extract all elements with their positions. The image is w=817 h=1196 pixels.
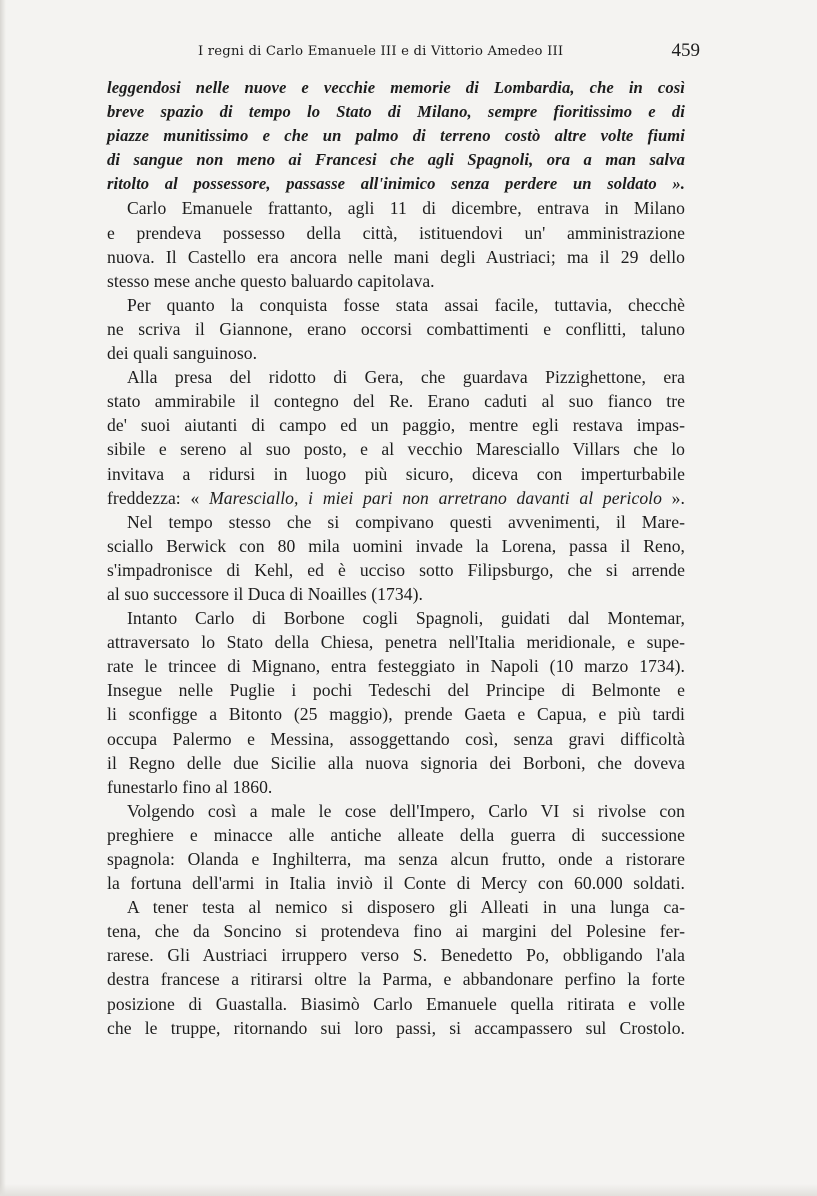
page-bottom-shadow bbox=[0, 1184, 817, 1196]
quote-line: piazze munitissimo e che un palmo di terreno costò altre volte fiumi bbox=[107, 126, 685, 146]
text-line: nuova. Il Castello era ancora nelle mani degli Austriaci; ma il 29 dello bbox=[107, 246, 685, 267]
text-line: li sconfigge a Bitonto (25 maggio), prende Gaeta e Capua, e più tardi bbox=[107, 704, 685, 725]
text-line: la fortuna dell'armi in Italia inviò il Conte di Mercy con 60.000 soldati. bbox=[107, 873, 685, 894]
text-line: Per quanto la conquista fosse stata assai facile, tuttavia, checchè bbox=[127, 294, 685, 315]
page-header bbox=[110, 40, 700, 64]
text-line: stato ammirabile il contegno del Re. Erano caduti al suo fianco tre bbox=[107, 391, 685, 412]
text-line: Alla presa del ridotto di Gera, che guardava Pizzighettone, era bbox=[127, 367, 685, 388]
paragraph bbox=[107, 799, 685, 895]
text-line: il Regno delle due Sicilie alla nuova signoria dei Borboni, che doveva bbox=[107, 752, 685, 773]
text-line: funestarlo fino al 1860. bbox=[107, 776, 273, 797]
text-line: A tener testa al nemico si disposero gli Alleati in una lunga ca- bbox=[127, 897, 685, 918]
text-line: rate le trincee di Mignano, entra festeggiato in Napoli (10 marzo 1734). bbox=[107, 656, 685, 677]
running-head: I regni di Carlo Emanuele III e di Vittorio Amedeo III bbox=[198, 44, 564, 59]
page-number: 459 bbox=[671, 40, 700, 61]
text-line: posizione di Guastalla. Biasimò Carlo Emanuele quella ritirata e volle bbox=[107, 993, 685, 1014]
quote-line: di sangue non meno ai Francesi che agli Spagnoli, ora a man salva bbox=[107, 150, 685, 170]
text-line: Carlo Emanuele frattanto, agli 11 di dicembre, entrava in Milano bbox=[127, 198, 685, 219]
quote-line: ritolto al possessore, passasse all'inimico senza perdere un soldato ». bbox=[107, 174, 685, 194]
text-line: Intanto Carlo di Borbone cogli Spagnoli, guidati dal Montemar, bbox=[127, 608, 685, 629]
quote-block bbox=[107, 76, 685, 196]
quote-open: freddezza: « bbox=[107, 487, 210, 508]
paragraph bbox=[107, 895, 685, 1040]
text-line: destra francese a ritirarsi oltre la Parma, e abbandonare perfino la forte bbox=[107, 969, 685, 990]
text-line: tena, che da Soncino si protendeva fino ai margini del Polesine fer- bbox=[107, 921, 685, 942]
paragraph bbox=[107, 196, 685, 292]
text-line: preghiere e minacce alle antiche alleate della guerra di successione bbox=[107, 824, 685, 845]
text-line: stesso mese anche questo baluardo capitolava. bbox=[107, 270, 435, 291]
paragraph bbox=[107, 510, 685, 606]
text-line: de' suoi aiutanti di campo ed un paggio, mentre egli restava impas- bbox=[107, 415, 685, 436]
text-line: invitava a ridursi in luogo più sicuro, diceva con imperturbabile bbox=[107, 463, 685, 484]
text-line: che le truppe, ritornando sui loro passi, si accampassero sul Crostolo. bbox=[107, 1017, 685, 1038]
paragraph bbox=[107, 365, 685, 510]
text-line: Insegue nelle Puglie i pochi Tedeschi del Principe di Belmonte e bbox=[107, 680, 685, 701]
text-line: al suo successore il Duca di Noailles (1734). bbox=[107, 583, 423, 604]
inline-quote: Maresciallo, i miei pari non arretrano davanti al pericolo bbox=[209, 487, 662, 508]
text-line: occupa Palermo e Messina, assoggettando così, senza gravi difficoltà bbox=[107, 728, 685, 749]
page-edge-shadow bbox=[0, 0, 6, 1196]
text-line: sibile e sereno al suo posto, e al vecchio Maresciallo Villars che lo bbox=[107, 439, 685, 460]
text-line: ne scriva il Giannone, erano occorsi combattimenti e conflitti, taluno bbox=[107, 318, 685, 339]
text-line-with-quote bbox=[107, 486, 685, 510]
text-line: dei quali sanguinoso. bbox=[107, 343, 258, 364]
paragraph bbox=[107, 293, 685, 365]
text-line: sciallo Berwick con 80 mila uomini invade la Lorena, passa il Reno, bbox=[107, 535, 685, 556]
quote-close: ». bbox=[661, 487, 685, 508]
text-line: Volgendo così a male le cose dell'Impero, Carlo VI si rivolse con bbox=[127, 800, 685, 821]
text-line: s'impadronisce di Kehl, ed è ucciso sotto Filipsburgo, che si arrende bbox=[107, 559, 685, 580]
body-text bbox=[107, 76, 685, 1040]
text-line: attraversato lo Stato della Chiesa, penetra nell'Italia meridionale, e supe- bbox=[107, 632, 685, 653]
text-line: Nel tempo stesso che si compivano questi avvenimenti, il Mare- bbox=[127, 511, 685, 532]
text-line: rarese. Gli Austriaci irruppero verso S. Benedetto Po, obbligando l'ala bbox=[107, 945, 685, 966]
text-line: e prendeva possesso della città, istituendovi un' amministrazione bbox=[107, 222, 685, 243]
quote-line: breve spazio di tempo lo Stato di Milano, sempre fioritissimo e di bbox=[107, 102, 685, 122]
text-line: spagnola: Olanda e Inghilterra, ma senza alcun frutto, onde a ristorare bbox=[107, 849, 685, 869]
paragraph bbox=[107, 606, 685, 799]
quote-line: leggendosi nelle nuove e vecchie memorie di Lombardia, che in così bbox=[107, 78, 685, 97]
